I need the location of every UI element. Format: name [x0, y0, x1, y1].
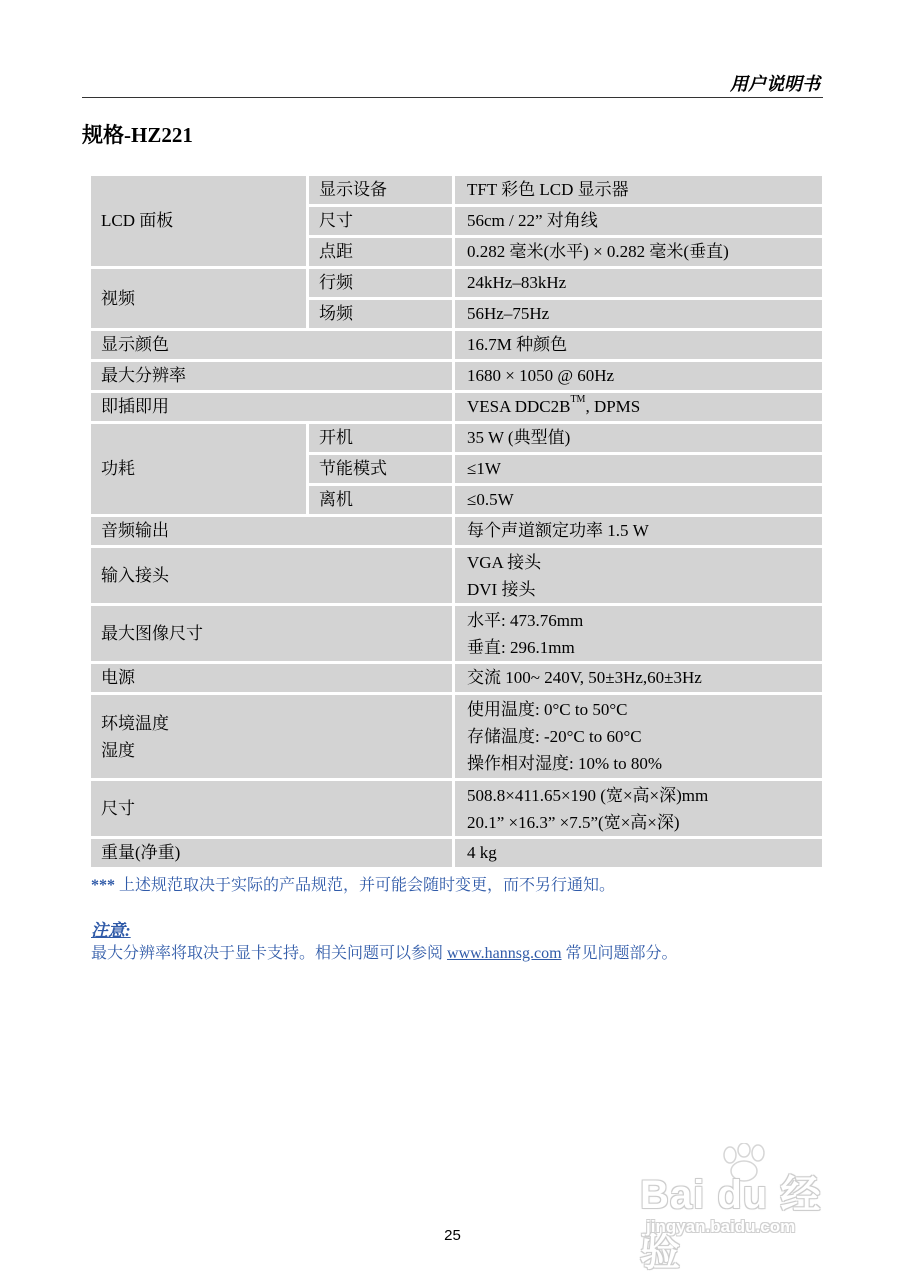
- spec-value: ≤1W: [455, 455, 822, 486]
- spec-sublabel: 显示设备: [309, 176, 455, 207]
- watermark-sub: jingyan.baidu.com: [646, 1217, 796, 1236]
- spec-value: 交流 100~ 240V, 50±3Hz,60±3Hz: [455, 664, 822, 695]
- spec-value: [455, 781, 822, 839]
- table-row: [91, 781, 822, 839]
- trademark-sup: TM: [570, 394, 586, 405]
- spec-sublabel: 场频: [309, 300, 455, 331]
- spec-label: 电源: [91, 664, 455, 695]
- spec-value: ≤0.5W: [455, 486, 822, 517]
- spec-value: [455, 393, 822, 424]
- spec-value: [455, 606, 822, 664]
- label-line: 湿度: [101, 740, 135, 760]
- value-line: 水平: 473.76mm: [467, 610, 584, 630]
- value-main: VESA DDC2B: [467, 397, 571, 416]
- spec-value: 4 kg: [455, 839, 822, 870]
- spec-value: 1680 × 1050 @ 60Hz: [455, 362, 822, 393]
- page-heading: 规格-HZ221: [82, 123, 193, 147]
- header-divider: [82, 97, 823, 98]
- table-row: [91, 839, 822, 870]
- table-row: [91, 393, 822, 424]
- spec-sublabel: 离机: [309, 486, 455, 517]
- table-row: [91, 548, 822, 606]
- spec-label: 输入接头: [91, 548, 455, 606]
- page-number: 25: [444, 1227, 461, 1244]
- spec-label: 重量(净重): [91, 839, 455, 870]
- note-text: [91, 940, 678, 963]
- note-text-before: 最大分辨率将取决于显卡支持。相关问题可以参阅: [91, 945, 448, 962]
- spec-sublabel: 点距: [309, 238, 455, 269]
- spec-label: 音频输出: [91, 517, 455, 548]
- website-link[interactable]: www.hannsg.com: [447, 945, 562, 962]
- value-line: 操作相对湿度: 10% to 80%: [467, 754, 663, 773]
- table-row: [91, 664, 822, 695]
- table-row: [91, 606, 822, 664]
- value-line: 垂直: 296.1mm: [467, 637, 575, 657]
- spec-label: LCD 面板: [91, 176, 309, 269]
- footnote-text: 上述规范取决于实际的产品规范，并可能会随时变更，而不另行通知。: [119, 877, 616, 894]
- spec-value: [455, 548, 822, 606]
- watermark-main: Bai du 经验: [640, 1173, 822, 1274]
- table-row: [91, 269, 822, 300]
- table-row: [91, 695, 822, 781]
- footnote: [91, 872, 615, 895]
- spec-label: 即插即用: [91, 393, 455, 424]
- spec-sublabel: 行频: [309, 269, 455, 300]
- table-row: [91, 517, 822, 548]
- spec-value: 每个声道额定功率 1.5 W: [455, 517, 822, 548]
- value-line: 508.8×411.65×190 (宽×高×深)mm: [467, 785, 709, 805]
- note-text-after: 常见问题部分。: [561, 945, 678, 962]
- spec-value: 56Hz–75Hz: [455, 300, 822, 331]
- note-label: 注意:: [91, 921, 131, 940]
- footnote-stars: ***: [91, 877, 115, 894]
- label-line: 环境温度: [101, 713, 169, 733]
- spec-label: 视频: [91, 269, 309, 331]
- table-row: [91, 362, 822, 393]
- baidu-watermark: [640, 1145, 860, 1274]
- spec-label: 最大分辨率: [91, 362, 455, 393]
- spec-sublabel: 尺寸: [309, 207, 455, 238]
- spec-value: 56cm / 22” 对角线: [455, 207, 822, 238]
- spec-sublabel: 节能模式: [309, 455, 455, 486]
- spec-label: 显示颜色: [91, 331, 455, 362]
- spec-label: 功耗: [91, 424, 309, 517]
- spec-value: 35 W (典型值): [455, 424, 822, 455]
- value-tail: , DPMS: [585, 397, 641, 416]
- spec-value: 0.282 毫米(水平) × 0.282 毫米(垂直): [455, 238, 822, 269]
- value-line: 20.1” ×16.3” ×7.5”(宽×高×深): [467, 812, 680, 832]
- spec-value: 16.7M 种颜色: [455, 331, 822, 362]
- spec-table: [91, 176, 822, 870]
- spec-label: 最大图像尺寸: [91, 606, 455, 664]
- value-line: 存储温度: -20°C to 60°C: [467, 727, 642, 746]
- spec-value: TFT 彩色 LCD 显示器: [455, 176, 822, 207]
- value-line: DVI 接头: [467, 579, 536, 599]
- spec-sublabel: 开机: [309, 424, 455, 455]
- header-title: 用户说明书: [730, 74, 820, 94]
- table-row: [91, 424, 822, 455]
- table-row: [91, 331, 822, 362]
- table-row: [91, 176, 822, 207]
- value-line: VGA 接头: [467, 552, 542, 572]
- spec-value: [455, 695, 822, 781]
- spec-value: 24kHz–83kHz: [455, 269, 822, 300]
- spec-label: 尺寸: [91, 781, 455, 839]
- value-line: 使用温度: 0°C to 50°C: [467, 700, 628, 719]
- spec-label: [91, 695, 455, 781]
